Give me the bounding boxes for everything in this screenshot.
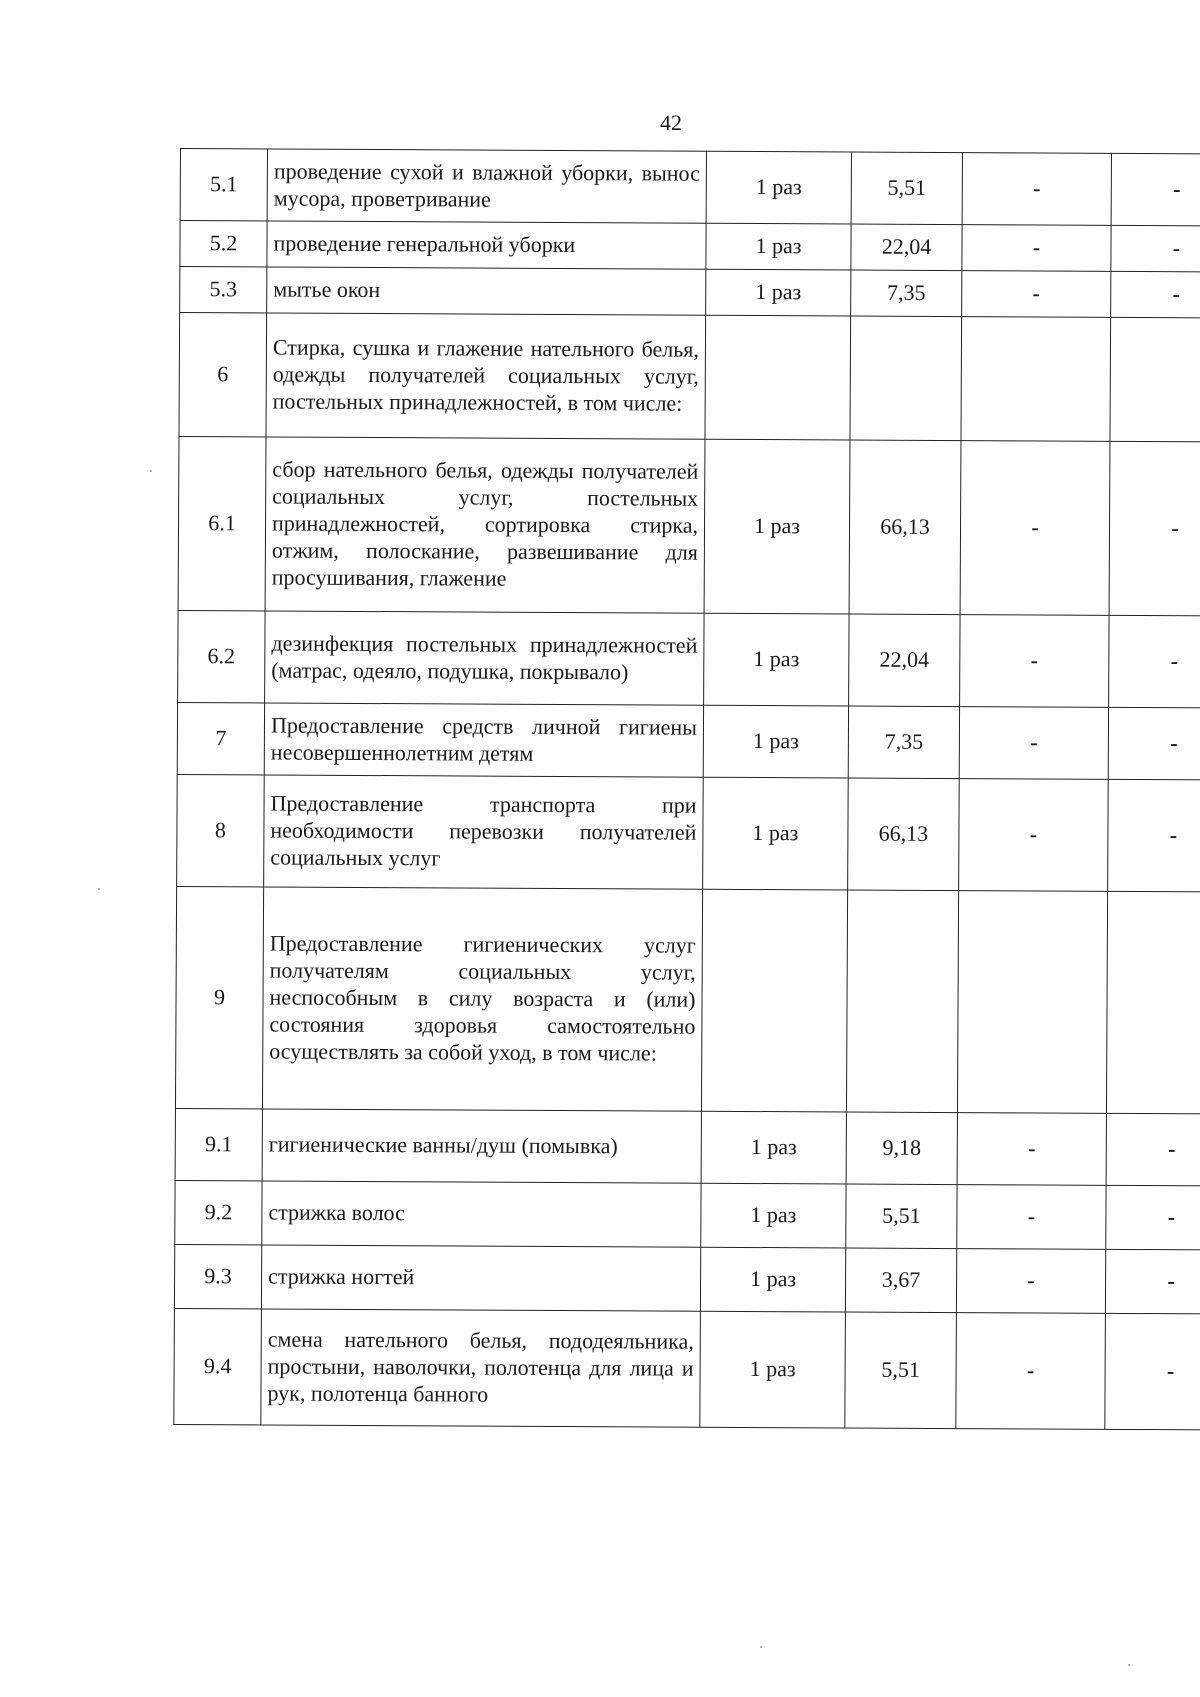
- service-description-cell: сбор нательного белья, одежды получателей социальных услуг, постельных принадлежностей, сортировка стирка, отжим, полоскание, развешивание для просушивания, глажение: [265, 437, 705, 613]
- value-cell-5: -: [957, 1185, 1106, 1250]
- price-cell: 22,04: [851, 224, 962, 271]
- service-description-cell: смена нательного белья, пододеяльника, простыни, наволочки, полотенца для лица и рук, полотенца банного: [261, 1309, 701, 1427]
- price-cell: 7,35: [848, 706, 959, 779]
- row-number-cell: 9.1: [175, 1108, 262, 1180]
- price-cell: [850, 316, 962, 441]
- value-cell-5: -: [956, 1249, 1105, 1314]
- row-number-cell: 8: [177, 774, 265, 886]
- table-row: [179, 313, 1200, 443]
- value-cell-6: -: [1109, 441, 1200, 616]
- value-cell-6: -: [1109, 615, 1200, 708]
- row-number-cell: 5.1: [180, 149, 267, 221]
- table-row: [180, 267, 1200, 319]
- price-cell: [846, 890, 958, 1113]
- service-description-cell: Предоставление средств личной гигиены несовершеннолетним детям: [264, 703, 703, 777]
- table-row: [174, 1244, 1200, 1314]
- value-cell-6: -: [1105, 1313, 1200, 1430]
- price-cell: 66,13: [849, 440, 961, 615]
- service-description-cell: мытье окон: [267, 267, 706, 315]
- service-description-cell: дезинфекция постельных принадлежностей (матрас, одеяло, подушка, покрывало): [265, 611, 704, 705]
- price-cell: 5,51: [845, 1312, 957, 1429]
- scan-speck: [98, 888, 100, 890]
- service-description-cell: Стирка, сушка и глажение нательного белья, одежды получателей социальных услуг, постельных принадлежностей, в том числе:: [266, 313, 706, 439]
- frequency-cell: [701, 889, 847, 1112]
- frequency-cell: 1 раз: [700, 1247, 845, 1312]
- value-cell-6: -: [1106, 1185, 1200, 1250]
- value-cell-5: -: [962, 153, 1111, 226]
- scan-speck: [150, 470, 152, 472]
- frequency-cell: 1 раз: [701, 1111, 846, 1184]
- table-row: [178, 610, 1200, 708]
- service-description-cell: гигиенические ванны/душ (помывка): [262, 1109, 701, 1183]
- value-cell-5: -: [959, 707, 1108, 780]
- scan-speck: [760, 1646, 762, 1648]
- value-cell-5: [961, 317, 1111, 442]
- table-row: [174, 1308, 1200, 1430]
- frequency-cell: 1 раз: [706, 151, 851, 224]
- row-number-cell: 9: [175, 886, 263, 1108]
- value-cell-5: -: [960, 441, 1110, 616]
- frequency-cell: 1 раз: [703, 705, 848, 778]
- value-cell-5: -: [962, 225, 1111, 272]
- value-cell-5: [957, 891, 1107, 1114]
- row-number-cell: 5.2: [180, 221, 267, 267]
- table-row: [175, 1108, 1200, 1186]
- value-cell-6: -: [1111, 153, 1200, 226]
- table-row: [177, 774, 1200, 892]
- row-number-cell: 6: [179, 313, 267, 437]
- value-cell-6: -: [1105, 1249, 1200, 1314]
- row-number-cell: 6.1: [178, 436, 266, 610]
- service-description-cell: проведение генеральной уборки: [267, 221, 706, 269]
- value-cell-5: -: [960, 615, 1109, 708]
- value-cell-5: -: [962, 271, 1111, 318]
- scan-speck: [1128, 1664, 1130, 1666]
- service-description-cell: Предоставление гигиенических услуг получателям социальных услуг, неспособным в силу возраста и (или) состояния здоровья самостоятельно осуществлять за собой уход, в том числе:: [262, 887, 702, 1111]
- frequency-cell: [705, 315, 851, 440]
- price-cell: 22,04: [849, 614, 960, 707]
- service-description-cell: Предоставление транспорта при необходимости перевозки получателей социальных услуг: [264, 775, 704, 889]
- table-row: [175, 1180, 1200, 1250]
- price-cell: 7,35: [851, 270, 962, 317]
- value-cell-6: -: [1108, 707, 1200, 780]
- row-number-cell: 5.3: [180, 267, 267, 313]
- row-number-cell: 7: [177, 702, 264, 774]
- price-cell: 66,13: [848, 778, 960, 891]
- row-number-cell: 9.3: [174, 1244, 261, 1308]
- frequency-cell: 1 раз: [700, 1311, 846, 1428]
- table-row: [177, 702, 1200, 780]
- frequency-cell: 1 раз: [704, 613, 849, 706]
- row-number-cell: 9.2: [175, 1180, 262, 1244]
- price-cell: 9,18: [846, 1112, 957, 1185]
- value-cell-5: -: [959, 779, 1109, 892]
- table-body: [174, 149, 1200, 1431]
- frequency-cell: 1 раз: [701, 1183, 846, 1248]
- price-cell: 5,51: [846, 1184, 957, 1249]
- table-row: [180, 221, 1200, 273]
- frequency-cell: 1 раз: [706, 269, 851, 316]
- price-cell: 3,67: [845, 1248, 956, 1313]
- services-table: [173, 148, 1200, 1431]
- value-cell-6: -: [1111, 271, 1200, 318]
- price-cell: 5,51: [851, 152, 962, 225]
- frequency-cell: 1 раз: [704, 439, 850, 614]
- value-cell-5: -: [957, 1113, 1106, 1186]
- table-row: [180, 149, 1200, 227]
- value-cell-6: -: [1111, 225, 1200, 272]
- row-number-cell: 6.2: [178, 610, 265, 702]
- frequency-cell: 1 раз: [703, 777, 849, 890]
- value-cell-6: -: [1108, 779, 1200, 892]
- table-row: [178, 436, 1200, 616]
- frequency-cell: 1 раз: [706, 223, 851, 270]
- service-description-cell: проведение сухой и влажной уборки, вынос мусора, проветривание: [267, 149, 706, 223]
- value-cell-6: [1106, 891, 1200, 1114]
- row-number-cell: 9.4: [174, 1308, 262, 1424]
- value-cell-6: -: [1106, 1113, 1200, 1186]
- table-row: [175, 886, 1200, 1114]
- service-description-cell: стрижка волос: [262, 1181, 701, 1247]
- value-cell-5: -: [956, 1313, 1106, 1430]
- value-cell-6: [1110, 317, 1200, 442]
- page-number: 42: [660, 110, 682, 135]
- service-description-cell: стрижка ногтей: [261, 1245, 700, 1311]
